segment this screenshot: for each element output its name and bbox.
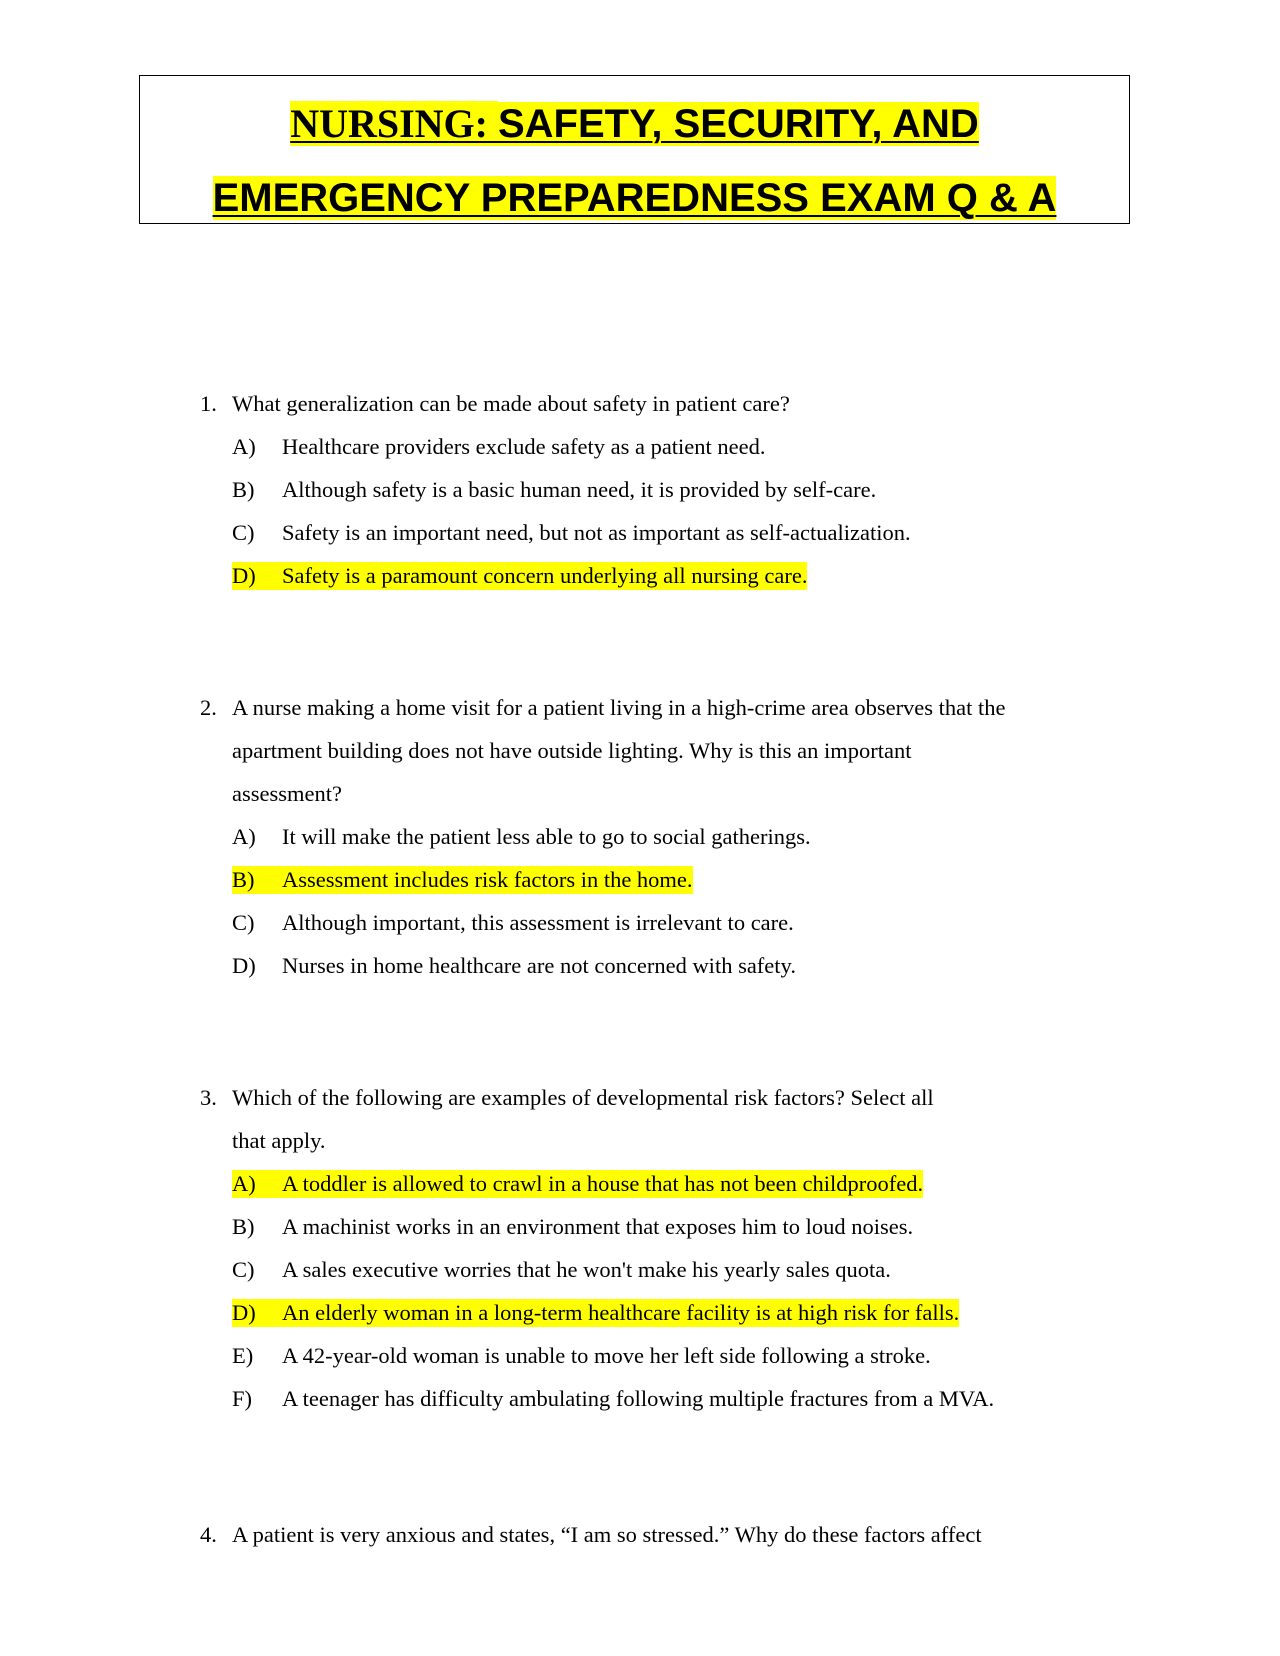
title-box <box>139 75 1130 224</box>
question-text: What generalization can be made about safety in patient care? <box>232 391 790 416</box>
question-number: 1. <box>200 391 217 416</box>
option-letter: A) <box>232 824 256 849</box>
option-text: An elderly woman in a long-term healthcare facility is at high risk for falls. <box>282 1300 960 1325</box>
title-part-safety: SAFETY, SECURITY, AND <box>497 102 979 146</box>
answer-option-highlighted <box>232 1299 959 1327</box>
option-text: Safety is a paramount concern underlying all nursing care. <box>282 563 808 588</box>
option-letter: C) <box>232 910 255 935</box>
option-text: A 42-year-old woman is unable to move her left side following a stroke. <box>282 1343 931 1368</box>
question-text: A nurse making a home visit for a patient living in a high-crime area observes that the <box>232 695 1006 720</box>
option-letter: C) <box>232 1257 255 1282</box>
option-text: A toddler is allowed to crawl in a house that has not been childproofed. <box>282 1171 924 1196</box>
option-text: A machinist works in an environment that exposes him to loud noises. <box>282 1214 914 1239</box>
question-text: that apply. <box>232 1128 326 1153</box>
option-text: Although safety is a basic human need, it is provided by self-care. <box>282 477 877 502</box>
option-letter: C) <box>232 520 255 545</box>
option-letter: A) <box>232 434 256 459</box>
question-text: assessment? <box>232 781 342 806</box>
question-text: apartment building does not have outside lighting. Why is this an important <box>232 738 912 763</box>
title-line-1 <box>140 100 1129 148</box>
option-text: It will make the patient less able to go to social gatherings. <box>282 824 811 849</box>
option-letter: B) <box>232 867 255 892</box>
question-text: Which of the following are examples of developmental risk factors? Select all <box>232 1085 934 1110</box>
option-text: Nurses in home healthcare are not concerned with safety. <box>282 953 796 978</box>
question-number: 4. <box>200 1522 217 1547</box>
option-text: Healthcare providers exclude safety as a patient need. <box>282 434 766 459</box>
title-part-emergency: EMERGENCY PREPAREDNESS EXAM Q & A <box>212 176 1057 220</box>
answer-option-highlighted <box>232 1170 923 1198</box>
answer-option-highlighted <box>232 562 807 590</box>
question-number: 2. <box>200 695 217 720</box>
option-letter: D) <box>232 563 256 588</box>
option-text: Assessment includes risk factors in the home. <box>282 867 693 892</box>
option-text: Safety is an important need, but not as important as self-actualization. <box>282 520 911 545</box>
question-text: A patient is very anxious and states, “I am so stressed.” Why do these factors affect <box>232 1522 982 1547</box>
option-letter: D) <box>232 1300 256 1325</box>
option-text: Although important, this assessment is irrelevant to care. <box>282 910 794 935</box>
option-letter: A) <box>232 1171 256 1196</box>
option-letter: D) <box>232 953 256 978</box>
answer-option-highlighted <box>232 866 693 894</box>
option-letter: B) <box>232 1214 255 1239</box>
option-letter: B) <box>232 477 255 502</box>
option-text: A sales executive worries that he won't make his yearly sales quota. <box>282 1257 891 1282</box>
option-letter: E) <box>232 1343 254 1368</box>
option-text: A teenager has difficulty ambulating following multiple fractures from a MVA. <box>282 1386 995 1411</box>
option-letter: F) <box>232 1386 253 1411</box>
title-part-nursing: NURSING: <box>290 101 498 146</box>
question-number: 3. <box>200 1085 217 1110</box>
title-line-2 <box>140 174 1129 222</box>
